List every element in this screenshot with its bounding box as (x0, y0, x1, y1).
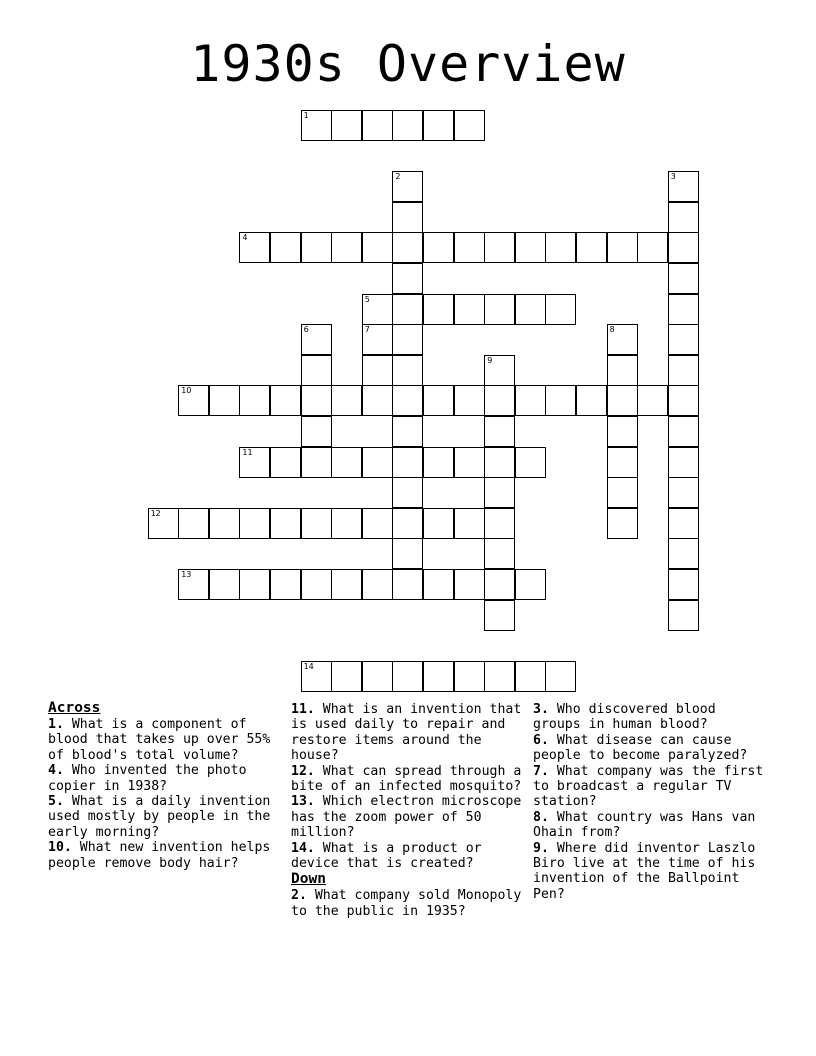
grid-cell[interactable] (545, 385, 576, 416)
grid-cell[interactable] (454, 110, 485, 141)
clue-number: 5 (364, 294, 370, 304)
grid-cell[interactable] (423, 447, 454, 478)
grid-cell[interactable] (239, 447, 270, 478)
grid-cell[interactable] (301, 385, 332, 416)
grid-cell[interactable] (362, 569, 393, 600)
across-clue-12: 12. What can spread through a bite of an infected mosquito? (291, 763, 522, 795)
grid-cell[interactable] (668, 600, 699, 631)
grid-cell[interactable] (607, 508, 638, 539)
grid-cell[interactable] (545, 294, 576, 325)
grid-cell[interactable] (301, 447, 332, 478)
grid-cell[interactable] (392, 110, 423, 141)
clue-column-1 (48, 700, 286, 871)
grid-cell[interactable] (392, 477, 423, 508)
clue-number: 12 (150, 508, 161, 518)
grid-cell[interactable] (362, 385, 393, 416)
clue-number: 14 (303, 661, 314, 671)
grid-cell[interactable] (178, 508, 209, 539)
grid-cell[interactable] (515, 447, 546, 478)
grid-cell[interactable] (423, 110, 454, 141)
across-heading: Across (48, 700, 101, 716)
grid-cell[interactable] (484, 447, 515, 478)
clue-number: 1 (303, 111, 309, 120)
grid-cell[interactable] (668, 324, 699, 355)
clue-column-2 (291, 702, 529, 919)
grid-cell[interactable] (668, 569, 699, 600)
across-clue-1: 1. What is a component of blood that takes up over 55% of blood's total volume? (48, 717, 271, 763)
grid-cell[interactable] (331, 385, 362, 416)
grid-cell[interactable] (607, 385, 638, 416)
grid-cell[interactable] (454, 661, 485, 692)
grid-cell[interactable] (331, 110, 362, 141)
down-clue-7: 7. What company was the first to broadcast a regular TV station? (533, 763, 764, 810)
grid-cell[interactable] (607, 324, 638, 355)
grid-cell[interactable] (668, 171, 699, 202)
grid-cell[interactable] (607, 447, 638, 478)
down-clue-3: 3. Who discovered blood groups in human blood? (533, 702, 716, 733)
grid-cell[interactable] (392, 355, 423, 386)
grid-cell[interactable] (423, 294, 454, 325)
grid-cell[interactable] (301, 232, 332, 263)
grid-cell[interactable] (392, 569, 423, 600)
grid-cell[interactable] (576, 232, 607, 263)
across-clue-4: 4. Who invented the photo copier in 1938? (48, 763, 247, 794)
grid-cell[interactable] (148, 508, 179, 539)
grid-cell[interactable] (454, 447, 485, 478)
clue-number: 8 (609, 325, 615, 335)
grid-cell[interactable] (668, 232, 699, 263)
grid-cell[interactable] (545, 232, 576, 263)
down-clue-2: 2. What company sold Monopoly to the public in 1935? (291, 888, 522, 919)
grid-cell[interactable] (301, 416, 332, 447)
grid-cell[interactable] (392, 263, 423, 294)
grid-cell[interactable] (423, 661, 454, 692)
grid-cell[interactable] (454, 508, 485, 539)
grid-cell[interactable] (270, 447, 301, 478)
grid-cell[interactable] (392, 416, 423, 447)
grid-cell[interactable] (239, 232, 270, 263)
clue-number: 4 (242, 233, 248, 243)
grid-cell[interactable] (209, 385, 240, 416)
grid-cell[interactable] (668, 508, 699, 539)
grid-cell[interactable] (484, 477, 515, 508)
grid-cell[interactable] (668, 355, 699, 386)
grid-cell[interactable] (270, 385, 301, 416)
grid-cell[interactable] (270, 232, 301, 263)
grid-cell[interactable] (178, 385, 209, 416)
grid-cell[interactable] (668, 385, 699, 416)
grid-cell[interactable] (454, 385, 485, 416)
down-clue-8: 8. What country was Hans van Ohain from? (533, 809, 756, 841)
grid-cell[interactable] (668, 294, 699, 325)
grid-cell[interactable] (484, 569, 515, 600)
grid-cell[interactable] (178, 569, 209, 600)
grid-cell[interactable] (668, 538, 699, 569)
grid-cell[interactable] (454, 232, 485, 263)
clue-number: 10 (181, 386, 192, 396)
grid-cell[interactable] (607, 416, 638, 447)
grid-cell[interactable] (301, 569, 332, 600)
grid-cell[interactable] (392, 661, 423, 692)
grid-cell[interactable] (515, 661, 546, 692)
grid-cell[interactable] (423, 508, 454, 539)
grid-cell[interactable] (637, 232, 668, 263)
grid-cell[interactable] (484, 508, 515, 539)
grid-cell[interactable] (392, 171, 423, 202)
grid-cell[interactable] (668, 416, 699, 447)
grid-cell[interactable] (576, 385, 607, 416)
clue-number: 11 (242, 447, 253, 457)
clue-number: 3 (670, 172, 676, 182)
across-clue-5: 5. What is a daily invention used mostly by people in the early morning? (48, 794, 271, 840)
grid-cell[interactable] (423, 232, 454, 263)
grid-cell[interactable] (362, 110, 393, 141)
grid-cell[interactable] (392, 294, 423, 325)
grid-cell[interactable] (515, 385, 546, 416)
grid-cell[interactable] (454, 569, 485, 600)
grid-cell[interactable] (668, 477, 699, 508)
clue-column-3 (533, 702, 771, 902)
across-clue-13: 13. Which electron microscope has the zoom power of 50 million? (291, 794, 522, 841)
clue-number: 13 (181, 570, 192, 579)
grid-cell[interactable] (331, 447, 362, 478)
down-clue-9: 9. Where did inventor Laszlo Biro live at the time of his invention of the Ballpoint Pen? (533, 840, 756, 902)
grid-cell[interactable] (515, 232, 546, 263)
clue-number: 2 (395, 172, 401, 182)
grid-cell[interactable] (239, 385, 270, 416)
grid-cell[interactable] (607, 232, 638, 263)
grid-cell[interactable] (331, 569, 362, 600)
clue-number: 6 (303, 325, 309, 335)
grid-cell[interactable] (392, 202, 423, 233)
grid-cell[interactable] (362, 294, 393, 325)
grid-cell[interactable] (209, 569, 240, 600)
grid-cell[interactable] (668, 447, 699, 478)
grid-cell[interactable] (301, 661, 332, 692)
across-clue-10: 10. What new invention helps people remove body hair? (48, 840, 271, 871)
clue-number: 9 (487, 355, 493, 365)
grid-cell[interactable] (301, 110, 332, 141)
grid-cell[interactable] (362, 447, 393, 478)
grid-cell[interactable] (454, 294, 485, 325)
grid-cell[interactable] (301, 355, 332, 386)
grid-cell[interactable] (392, 232, 423, 263)
grid-cell[interactable] (484, 416, 515, 447)
clue-number: 7 (364, 325, 370, 335)
grid-cell[interactable] (392, 538, 423, 569)
grid-cell[interactable] (607, 477, 638, 508)
grid-cell[interactable] (484, 232, 515, 263)
grid-cell[interactable] (515, 569, 546, 600)
grid-cell[interactable] (484, 355, 515, 386)
down-heading: Down (291, 871, 326, 888)
grid-cell[interactable] (362, 232, 393, 263)
grid-cell[interactable] (392, 324, 423, 355)
grid-cell[interactable] (484, 538, 515, 569)
grid-cell[interactable] (545, 661, 576, 692)
grid-cell[interactable] (239, 508, 270, 539)
grid-cell[interactable] (515, 294, 546, 325)
grid-cell[interactable] (301, 508, 332, 539)
grid-cell[interactable] (392, 508, 423, 539)
grid-cell[interactable] (239, 569, 270, 600)
across-clue-11: 11. What is an invention that is used daily to repair and restore items around the house? (291, 702, 522, 764)
grid-cell[interactable] (668, 263, 699, 294)
grid-cell[interactable] (392, 385, 423, 416)
grid-cell[interactable] (270, 508, 301, 539)
grid-cell[interactable] (331, 232, 362, 263)
grid-cell[interactable] (423, 385, 454, 416)
across-clue-14: 14. What is a product or device that is created? (291, 840, 482, 872)
grid-cell[interactable] (668, 202, 699, 233)
grid-cell[interactable] (331, 661, 362, 692)
grid-cell[interactable] (484, 600, 515, 631)
grid-cell[interactable] (392, 447, 423, 478)
grid-cell[interactable] (484, 661, 515, 692)
grid-cell[interactable] (607, 355, 638, 386)
grid-cell[interactable] (362, 355, 393, 386)
grid-cell[interactable] (331, 508, 362, 539)
grid-cell[interactable] (637, 385, 668, 416)
grid-cell[interactable] (209, 508, 240, 539)
grid-cell[interactable] (484, 294, 515, 325)
grid-cell[interactable] (362, 661, 393, 692)
grid-cell[interactable] (362, 508, 393, 539)
down-clue-6: 6. What disease can cause people to become paralyzed? (533, 732, 748, 764)
grid-cell[interactable] (484, 385, 515, 416)
grid-cell[interactable] (301, 324, 332, 355)
grid-cell[interactable] (362, 324, 393, 355)
page-title: 1930s Overview (190, 35, 626, 93)
grid-cell[interactable] (270, 569, 301, 600)
grid-cell[interactable] (423, 569, 454, 600)
